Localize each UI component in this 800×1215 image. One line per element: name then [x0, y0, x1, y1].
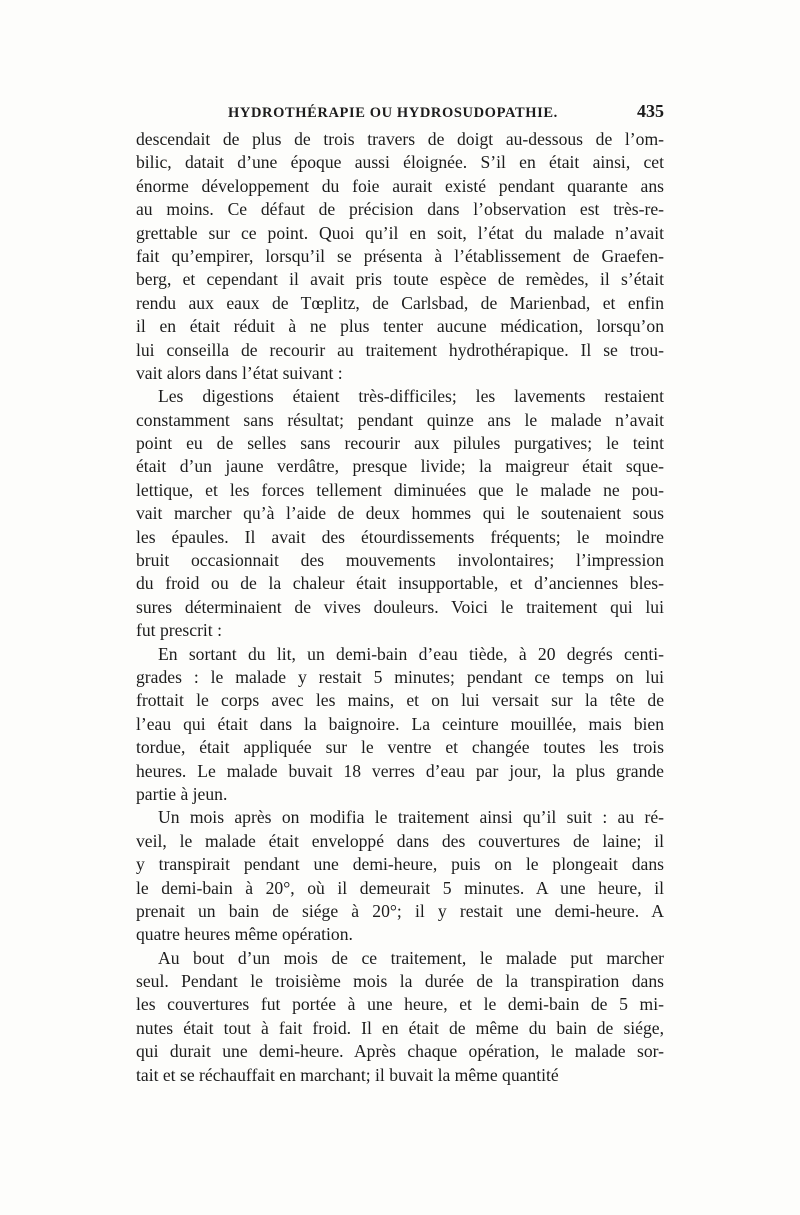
text-line: il en était réduit à ne plus tenter aucune médication, lorsqu’on: [136, 316, 664, 337]
text-line: le demi-bain à 20°, où il demeurait 5 minutes. A une heure, il: [136, 877, 664, 898]
text-line: prenait un bain de siége à 20°; il y restait une demi-heure. A: [136, 900, 664, 921]
text-line: seul. Pendant le troisième mois la durée de la transpiration dans: [136, 971, 664, 992]
text-line: était d’un jaune verdâtre, presque livide; la maigreur était sque-: [136, 456, 664, 477]
text-line: point eu de selles sans recourir aux pilules purgatives; le teint: [136, 433, 664, 454]
text-line: sures déterminaient de vives douleurs. Voici le traitement qui lui: [136, 596, 664, 617]
text-line: du froid ou de la chaleur était insupportable, et d’anciennes bles-: [136, 573, 664, 594]
text-line: bruit occasionnait des mouvements involontaires; l’impression: [136, 550, 664, 571]
text-line: grades : le malade y restait 5 minutes; pendant ce temps on lui: [136, 666, 664, 687]
text-line: lettique, et les forces tellement diminuées que le malade ne pou-: [136, 479, 664, 500]
text-line: En sortant du lit, un demi-bain d’eau tiède, à 20 degrés centi-: [158, 643, 664, 664]
text-line: fut prescrit :: [136, 620, 222, 641]
page-text-block: [136, 100, 664, 1087]
text-line: les couvertures fut portée à une heure, et le demi-bain de 5 mi-: [136, 994, 664, 1015]
text-line: Les digestions étaient très-difficiles; les lavements restaient: [158, 386, 664, 407]
text-line: tait et se réchauffait en marchant; il buvait la même quantité: [136, 1064, 559, 1085]
text-line: y transpirait pendant une demi-heure, puis on le plongeait dans: [136, 854, 664, 875]
text-line: Un mois après on modifia le traitement ainsi qu’il suit : au ré-: [158, 807, 664, 828]
paragraph: [136, 806, 664, 946]
text-line: veil, le malade était enveloppé dans des couvertures de laine; il: [136, 830, 664, 851]
text-line: les épaules. Il avait des étourdissements fréquents; le moindre: [136, 526, 664, 547]
body-text: [136, 128, 664, 1087]
text-line: tordue, était appliquée sur le ventre et changée toutes les trois: [136, 737, 664, 758]
text-line: descendait de plus de trois travers de doigt au-dessous de l’om-: [136, 129, 664, 149]
text-line: vait alors dans l’état suivant :: [136, 362, 343, 383]
text-line: fait qu’empirer, lorsqu’il se présenta à l’établissement de Graefen-: [136, 245, 664, 266]
page-number: 435: [637, 101, 664, 121]
text-line: heures. Le malade buvait 18 verres d’eau par jour, la plus grande: [136, 760, 664, 781]
text-line: rendu aux eaux de Tœplitz, de Carlsbad, de Marienbad, et enfin: [136, 292, 664, 313]
text-line: grettable sur ce point. Quoi qu’il en soit, l’état du malade n’avait: [136, 222, 664, 243]
running-header: [228, 100, 664, 128]
paragraph: [136, 947, 664, 1087]
paragraph: [136, 128, 664, 385]
text-line: frottait le corps avec les mains, et on lui versait sur la tête de: [136, 690, 664, 711]
text-line: lui conseilla de recourir au traitement hydrothérapique. Il se trou-: [136, 339, 664, 360]
running-title: HYDROTHÉRAPIE OU HYDROSUDOPATHIE.: [228, 105, 558, 121]
text-line: énorme développement du foie aurait existé pendant quarante ans: [136, 175, 664, 196]
text-line: nutes était tout à fait froid. Il en était de même du bain de siége,: [136, 1017, 664, 1038]
text-line: qui durait une demi-heure. Après chaque opération, le malade sor-: [136, 1041, 664, 1062]
text-line: bilic, datait d’une époque aussi éloignée. S’il en était ainsi, cet: [136, 152, 664, 173]
text-line: l’eau qui était dans la baignoire. La ceinture mouillée, mais bien: [136, 713, 664, 734]
text-line: vait marcher qu’à l’aide de deux hommes qui le soutenaient sous: [136, 503, 664, 524]
text-line: Au bout d’un mois de ce traitement, le malade put marcher: [158, 947, 664, 968]
text-line: berg, et cependant il avait pris toute espèce de remèdes, il s’était: [136, 269, 664, 290]
text-line: constamment sans résultat; pendant quinze ans le malade n’avait: [136, 409, 664, 430]
text-line: quatre heures même opération.: [136, 924, 353, 945]
text-line: partie à jeun.: [136, 783, 228, 804]
text-line: au moins. Ce défaut de précision dans l’observation est très-re-: [136, 199, 664, 220]
paragraph: [136, 643, 664, 807]
paragraph: [136, 385, 664, 642]
